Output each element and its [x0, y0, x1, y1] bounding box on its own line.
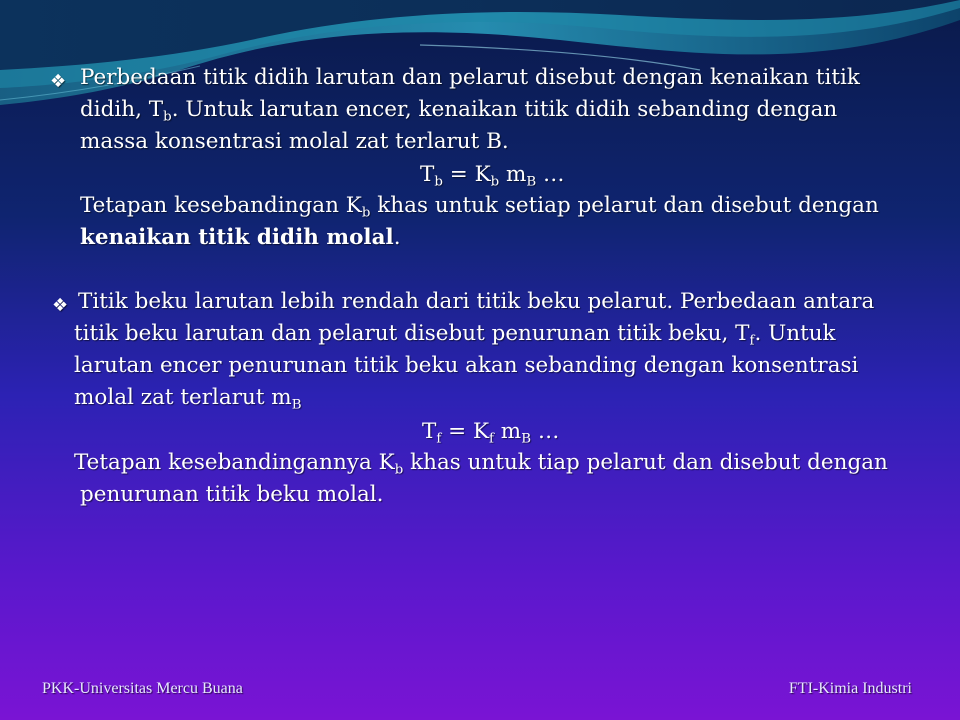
s2-line-2: titik beku larutan dan pelarut disebut penurunan titik beku, $T_f$. Untuk — [74, 321, 836, 349]
s2-equation: $T_f = K_f$ $m_B$ … — [422, 419, 560, 447]
s1-line-1: Perbedaan titik didih larutan dan pelarut disebut dengan kenaikan titik — [80, 65, 860, 90]
s1-equation: $T_b = K_b$ $m_B$ … — [420, 162, 565, 190]
s1-line-5: Tetapan kesebandingan $K_b$ khas untuk setiap pelarut dan disebut dengan — [80, 193, 879, 221]
footer-right: FTI-Kimia Industri — [788, 680, 912, 697]
s2-line-6: Tetapan kesebandingannya $K_b$ khas untuk tiap pelarut dan disebut dengan — [74, 450, 888, 478]
s2-line-3: larutan encer penurunan titik beku akan sebanding dengan konsentrasi — [74, 353, 859, 378]
diamond-bullet-icon: ❖ — [50, 71, 67, 92]
s2-line-4: molal zat terlarut $m_B$ — [74, 385, 302, 413]
diamond-bullet-icon: ❖ — [52, 295, 69, 316]
footer-left: PKK-Universitas Mercu Buana — [42, 680, 243, 697]
s1-line-2: didih, $T_b$. Untuk larutan encer, kenaikan titik didih sebanding dengan — [80, 97, 838, 125]
s1-line-3: massa konsentrasi molal zat terlarut B. — [80, 129, 509, 154]
s1-line-6: kenaikan titik didih molal. — [80, 225, 401, 250]
s2-line-7: penurunan titik beku molal. — [80, 482, 384, 507]
s2-line-1: Titik beku larutan lebih rendah dari titik beku pelarut. Perbedaan antara — [78, 289, 875, 314]
